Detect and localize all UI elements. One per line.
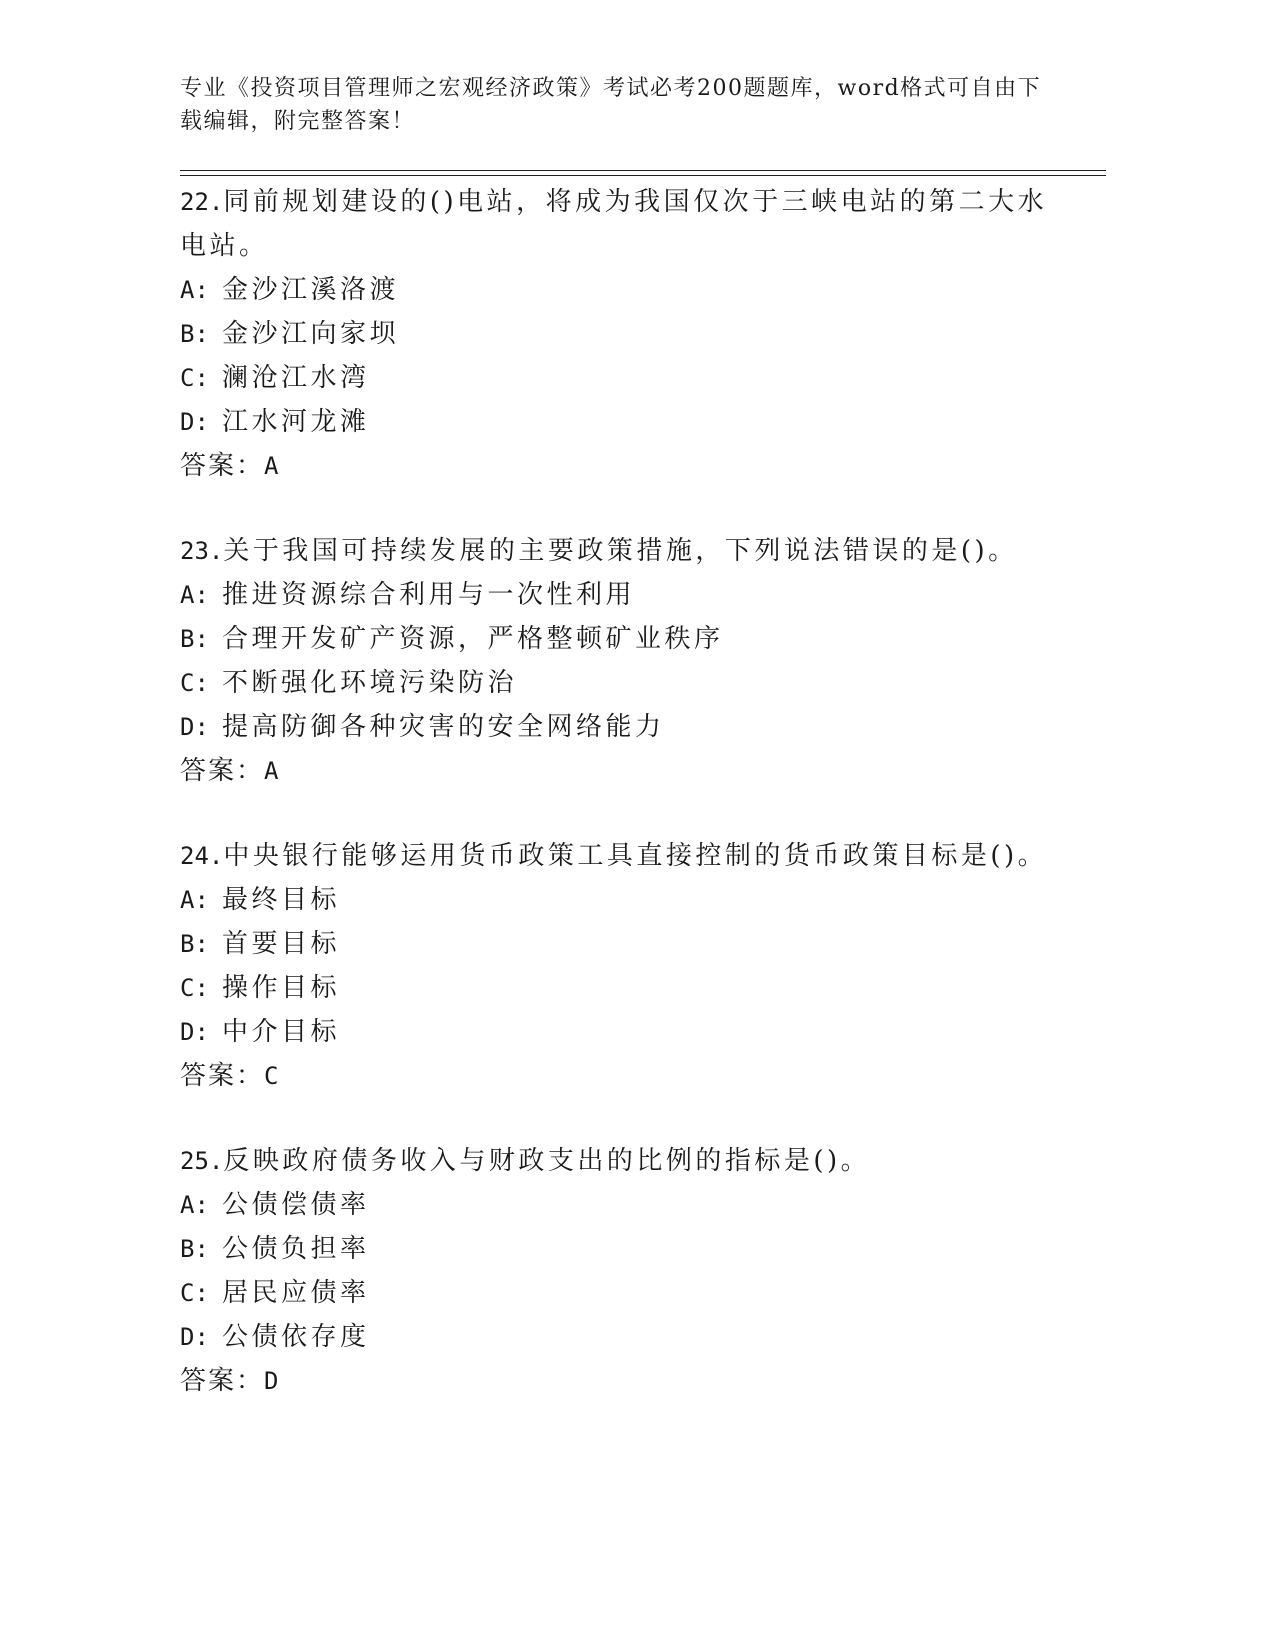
question-number: 25. xyxy=(180,1147,224,1175)
option-c xyxy=(180,1271,1060,1315)
option-letter: C: xyxy=(180,364,209,392)
option-a xyxy=(180,268,1060,312)
option-c xyxy=(180,356,1060,400)
option-text: 澜沧江水湾 xyxy=(222,363,370,393)
option-a xyxy=(180,1183,1060,1227)
option-d xyxy=(180,1315,1060,1359)
option-text: 公债依存度 xyxy=(222,1322,370,1352)
option-letter: D: xyxy=(180,1323,209,1351)
question-title xyxy=(180,1139,1060,1183)
option-text: 不断强化环境污染防治 xyxy=(222,668,518,698)
option-c xyxy=(180,661,1060,705)
option-text: 公债偿债率 xyxy=(222,1190,370,1220)
question-23 xyxy=(180,529,1060,793)
answer-line xyxy=(180,1054,1060,1098)
answer-value: A xyxy=(264,757,281,785)
option-letter: B: xyxy=(180,625,209,653)
question-text: 同前规划建设的()电站，将成为我国仅次于三峡电站的第二大水电站。 xyxy=(180,187,1048,261)
question-22 xyxy=(180,180,1060,488)
option-text: 推进资源综合利用与一次性利用 xyxy=(222,580,636,610)
option-letter: A: xyxy=(180,276,209,304)
header-divider-top xyxy=(180,170,1106,171)
option-text: 首要目标 xyxy=(222,929,341,959)
option-letter: C: xyxy=(180,669,209,697)
option-text: 江水河龙滩 xyxy=(222,407,370,437)
question-25 xyxy=(180,1139,1060,1403)
option-letter: B: xyxy=(180,320,209,348)
header-divider-bottom xyxy=(180,175,1106,176)
option-text: 最终目标 xyxy=(222,885,341,915)
answer-line xyxy=(180,1359,1060,1403)
option-d xyxy=(180,1010,1060,1054)
option-text: 金沙江向家坝 xyxy=(222,319,400,349)
answer-value: D xyxy=(264,1367,281,1395)
option-letter: A: xyxy=(180,1191,209,1219)
option-d xyxy=(180,400,1060,444)
answer-label: 答案： xyxy=(180,1061,265,1091)
option-b xyxy=(180,1227,1060,1271)
option-b xyxy=(180,617,1060,661)
option-letter: C: xyxy=(180,974,209,1002)
option-letter: B: xyxy=(180,930,209,958)
option-text: 操作目标 xyxy=(222,973,341,1003)
option-text: 金沙江溪洛渡 xyxy=(222,275,400,305)
question-title xyxy=(180,180,1060,268)
question-24 xyxy=(180,834,1060,1098)
question-text: 关于我国可持续发展的主要政策措施，下列说法错误的是()。 xyxy=(223,536,1018,566)
question-title xyxy=(180,834,1060,878)
option-a xyxy=(180,878,1060,922)
option-text: 提高防御各种灾害的安全网络能力 xyxy=(222,712,665,742)
question-text: 反映政府债务收入与财政支出的比例的指标是()。 xyxy=(223,1146,871,1176)
option-b xyxy=(180,922,1060,966)
option-a xyxy=(180,573,1060,617)
option-letter: D: xyxy=(180,713,209,741)
answer-value: C xyxy=(264,1062,281,1090)
question-title xyxy=(180,529,1060,573)
answer-label: 答案： xyxy=(180,451,265,481)
option-text: 合理开发矿产资源，严格整顿矿业秩序 xyxy=(222,624,724,654)
option-b xyxy=(180,312,1060,356)
question-number: 22. xyxy=(180,188,224,216)
option-d xyxy=(180,705,1060,749)
answer-label: 答案： xyxy=(180,756,265,786)
answer-line xyxy=(180,749,1060,793)
option-letter: A: xyxy=(180,886,209,914)
option-c xyxy=(180,966,1060,1010)
option-text: 中介目标 xyxy=(222,1017,341,1047)
option-letter: D: xyxy=(180,1018,209,1046)
option-letter: A: xyxy=(180,581,209,609)
question-number: 24. xyxy=(180,842,224,870)
option-text: 公债负担率 xyxy=(222,1234,370,1264)
answer-value: A xyxy=(264,452,281,480)
option-text: 居民应债率 xyxy=(222,1278,370,1308)
option-letter: B: xyxy=(180,1235,209,1263)
answer-label: 答案： xyxy=(180,1366,265,1396)
question-number: 23. xyxy=(180,537,224,565)
question-text: 中央银行能够运用货币政策工具直接控制的货币政策目标是()。 xyxy=(223,841,1048,871)
option-letter: C: xyxy=(180,1279,209,1307)
document-header: 专业《投资项目管理师之宏观经济政策》考试必考200题题库，word格式可自由下载编辑，附完整答案！ xyxy=(180,76,1042,134)
answer-line xyxy=(180,444,1060,488)
option-letter: D: xyxy=(180,408,209,436)
